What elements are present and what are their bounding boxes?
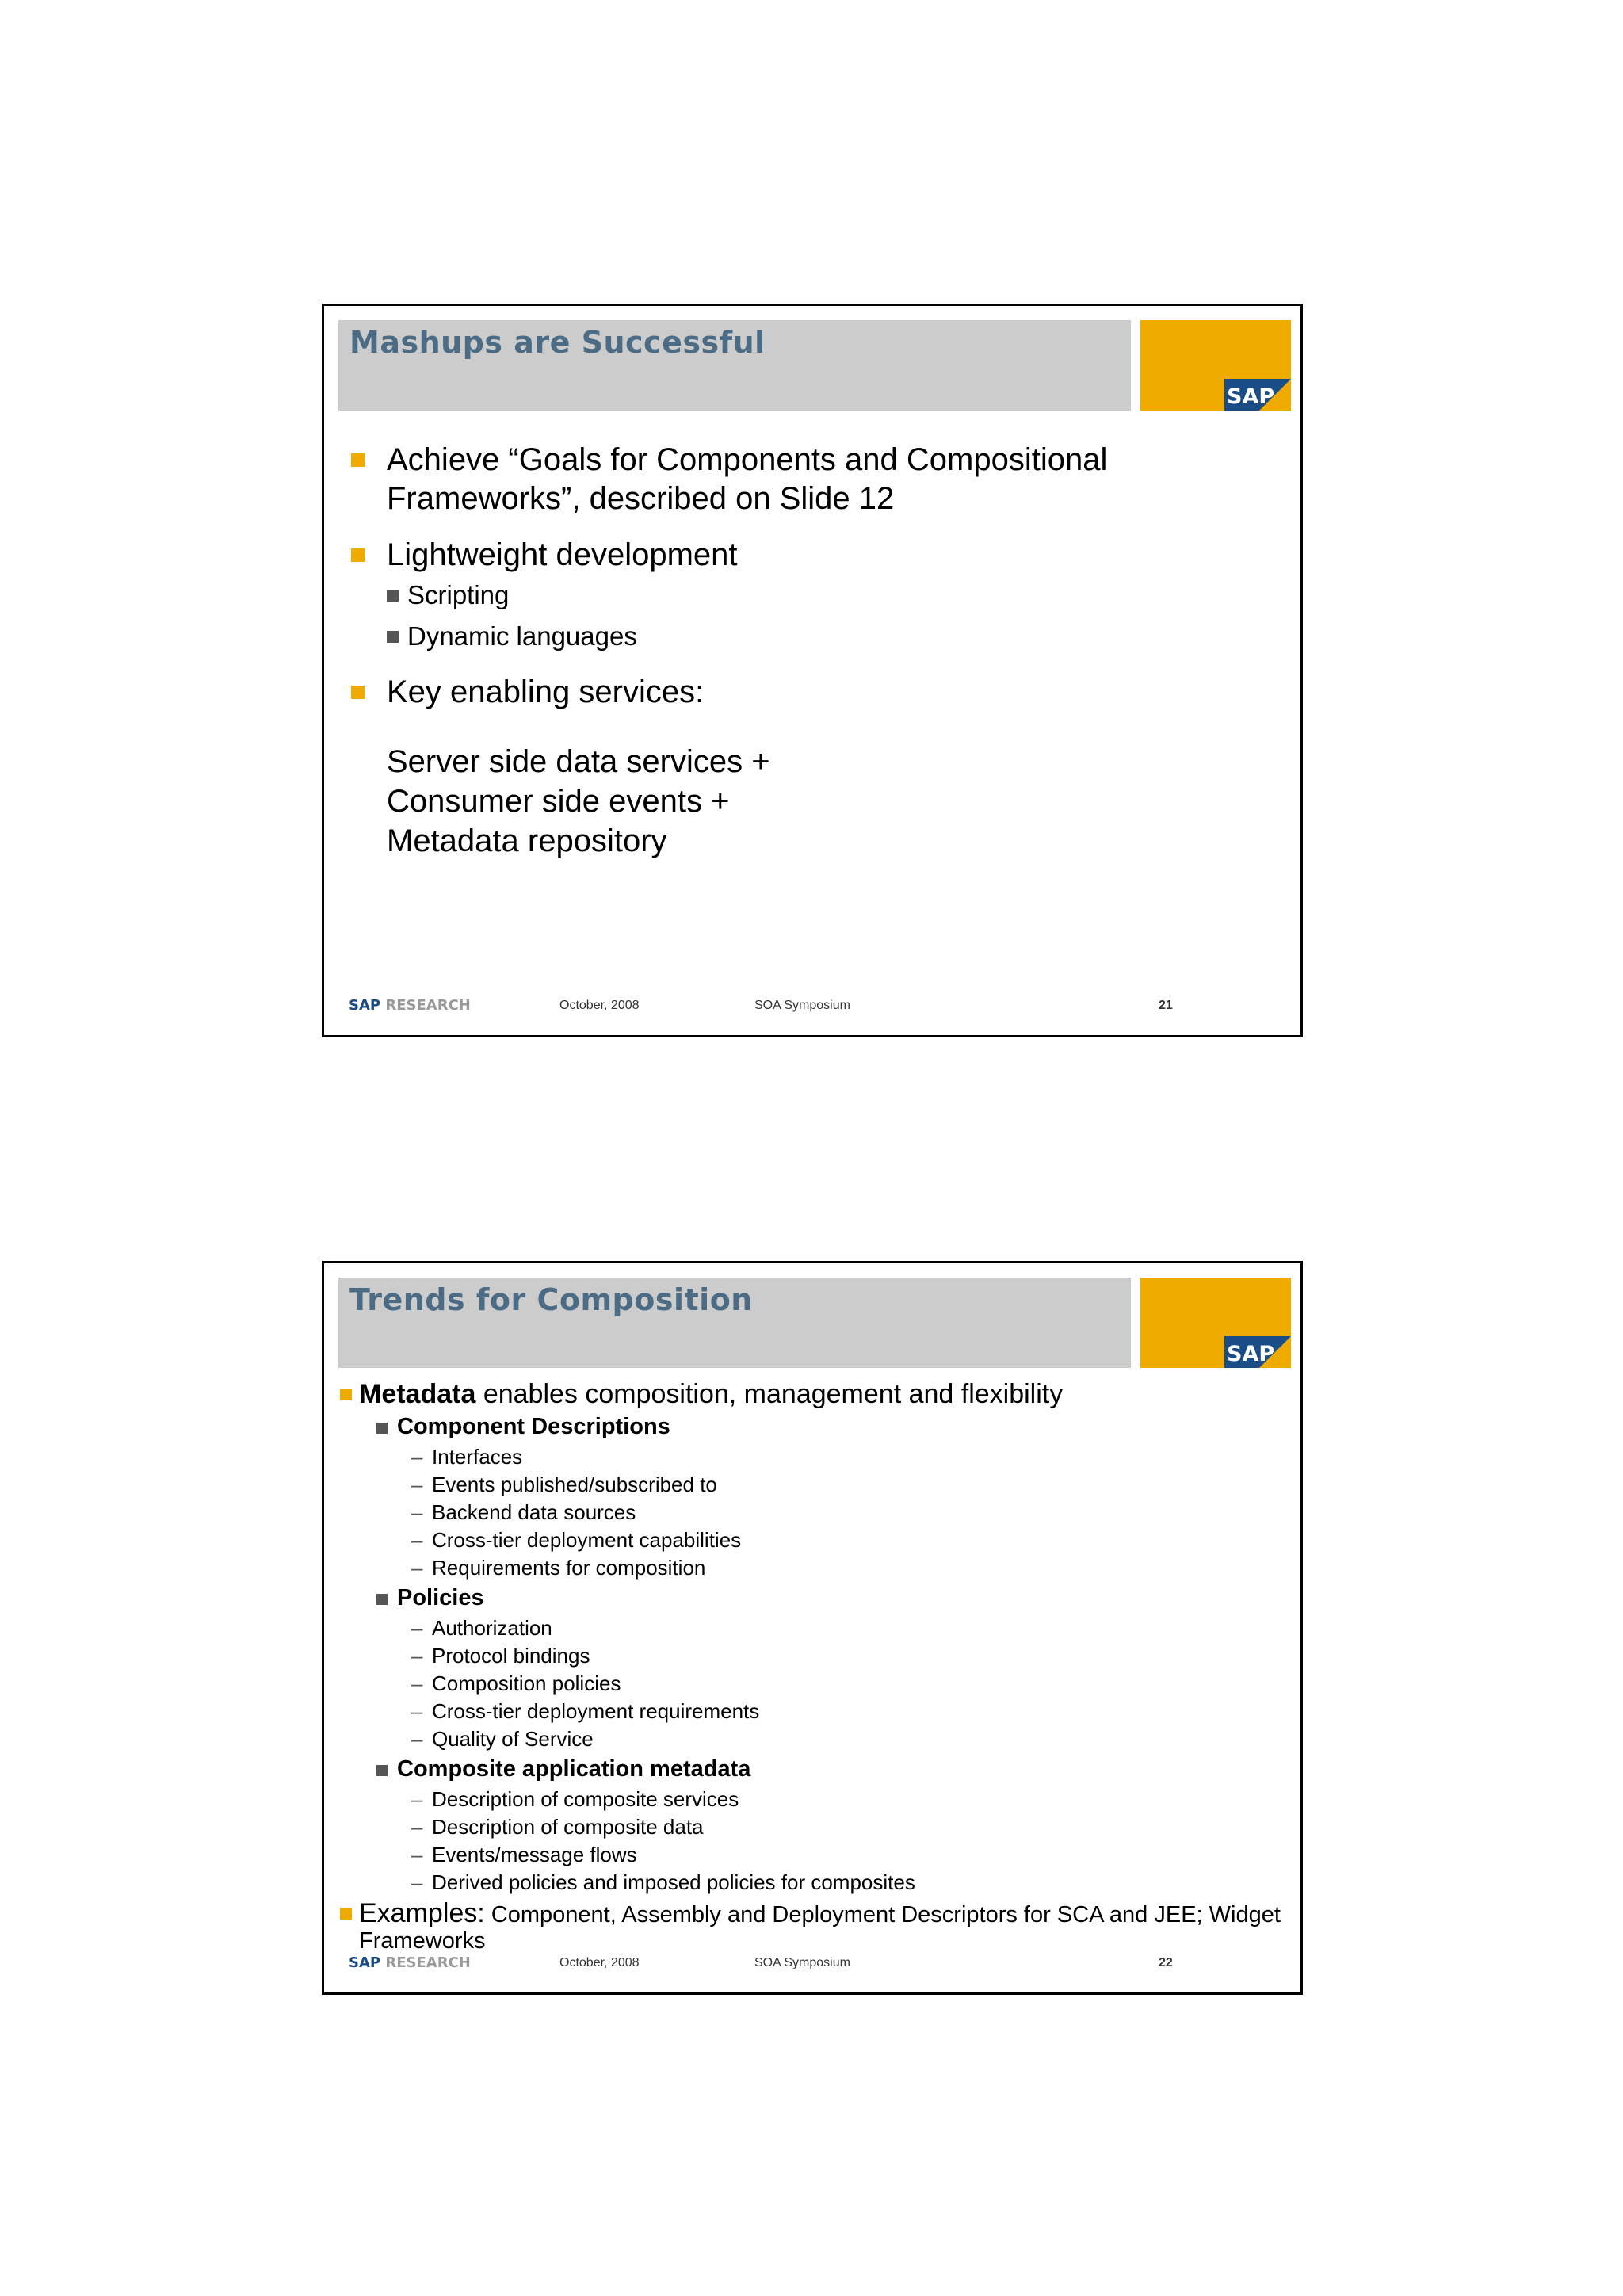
services-line: Server side data services + <box>387 744 770 779</box>
list-item: – Protocol bindings <box>411 1644 590 1668</box>
list-item: – Interfaces <box>411 1445 523 1469</box>
list-item: – Derived policies and imposed policies for composites <box>411 1870 915 1894</box>
svg-text:SAP: SAP <box>1227 1342 1275 1366</box>
group-heading: Component Descriptions <box>376 1411 1289 1443</box>
list-item: – Cross-tier deployment requirements <box>411 1699 760 1723</box>
sub-bullet-square-icon <box>387 631 399 643</box>
footer-date: October, 2008 <box>559 1956 640 1969</box>
list-item: – Description of composite services <box>411 1787 739 1811</box>
services-line: Metadata repository <box>387 823 667 858</box>
sub-bullet-square-icon <box>387 590 399 602</box>
list-item: – Backend data sources <box>411 1500 636 1524</box>
sap-research-logo: SAP RESEARCH <box>349 997 471 1014</box>
sub-bullet: Scripting <box>387 575 1262 616</box>
bullet-text: Key enabling services: <box>387 674 705 709</box>
bullet-key-services <box>351 673 1262 712</box>
bullet-square-icon <box>351 453 365 467</box>
bullet-square-icon <box>340 1908 352 1920</box>
group-heading: Policies <box>376 1582 1289 1614</box>
list-item: – Cross-tier deployment capabilities <box>411 1528 742 1552</box>
sap-logo-icon <box>1224 1336 1291 1368</box>
slide-footer <box>324 997 1300 1016</box>
bullet-square-icon <box>340 1389 352 1400</box>
bullet-list <box>351 441 1262 861</box>
title-bar <box>338 320 1131 411</box>
slide-22 <box>322 1261 1303 1995</box>
sap-logo-icon <box>1224 379 1291 411</box>
sub-bullet-square-icon <box>376 1765 388 1776</box>
list-item: – Description of composite data <box>411 1815 704 1839</box>
sap-research-logo: SAP RESEARCH <box>349 1954 471 1971</box>
footer-conference: SOA Symposium <box>754 999 850 1012</box>
metadata-bullet: Metadata enables composition, management and flexibility <box>338 1377 1289 1411</box>
page-number: 22 <box>1159 1956 1173 1969</box>
slide-title: Trends for Composition <box>349 1282 753 1317</box>
title-bar <box>338 1278 1131 1368</box>
list-item: – Quality of Service <box>411 1727 594 1751</box>
slide-21 <box>322 304 1303 1037</box>
sub-bullet: Dynamic languages <box>387 616 1262 657</box>
bullet-goals <box>351 441 1262 518</box>
group-heading: Composite application metadata <box>376 1753 1289 1786</box>
sap-logo-box <box>1140 320 1291 411</box>
bullet-text: Lightweight development <box>387 537 738 572</box>
bullet-square-icon <box>351 548 365 562</box>
list-item: – Authorization <box>411 1616 552 1640</box>
list-item: – Requirements for composition <box>411 1556 706 1580</box>
list-item: – Events published/subscribed to <box>411 1473 717 1496</box>
sub-bullet-square-icon <box>376 1423 388 1434</box>
examples-bullet: Examples: Component, Assembly and Deployment Descriptors for SCA and JEE; Widget Frameworks <box>338 1901 1289 1954</box>
slide-title: Mashups are Successful <box>349 325 766 360</box>
metadata-outline <box>338 1377 1289 1954</box>
sap-logo-box <box>1140 1278 1291 1368</box>
slide-footer <box>324 1954 1300 1973</box>
bullet-lightweight <box>351 536 1262 575</box>
list-item: – Events/message flows <box>411 1843 637 1866</box>
services-line: Consumer side events + <box>387 784 730 819</box>
svg-text:SAP: SAP <box>1227 384 1275 409</box>
page-number: 21 <box>1159 999 1173 1012</box>
sub-bullet-square-icon <box>376 1594 388 1605</box>
list-item: – Composition policies <box>411 1671 621 1695</box>
bullet-square-icon <box>351 686 365 699</box>
footer-conference: SOA Symposium <box>754 1956 850 1969</box>
footer-date: October, 2008 <box>559 999 640 1012</box>
bullet-text: Achieve “Goals for Components and Compositional Frameworks”, described on Slide 12 <box>387 442 1108 516</box>
